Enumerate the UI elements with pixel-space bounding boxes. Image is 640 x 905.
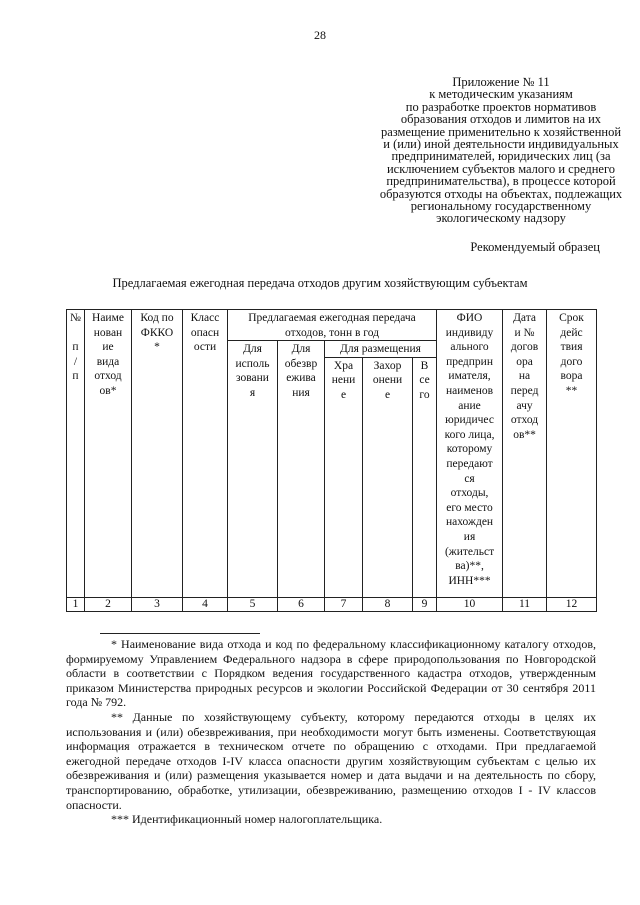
column-number: 12: [547, 597, 597, 611]
header-storage: Хра нени е: [325, 357, 363, 597]
sample-label: Рекомендуемый образец: [470, 240, 600, 254]
column-number: 2: [85, 597, 132, 611]
header-total: В се го: [413, 357, 437, 597]
column-number: 5: [228, 597, 278, 611]
column-number-row: [67, 597, 597, 611]
column-number: 11: [503, 597, 547, 611]
header-annual-transfer: Предлагаемая ежегодная передача отходов, тонн в год: [228, 310, 437, 341]
column-number: 7: [325, 597, 363, 611]
column-number: 3: [132, 597, 183, 611]
header-contract-term: Срок дейс твия дого вора **: [547, 310, 597, 598]
page-number: 28: [314, 28, 326, 42]
column-number: 9: [413, 597, 437, 611]
header-row-1: [67, 310, 597, 341]
footnote-divider: [100, 633, 260, 634]
header-fkko-code: Код по ФККО *: [132, 310, 183, 598]
table-title: Предлагаемая ежегодная передача отходов другим хозяйствующим субъектам: [112, 276, 528, 290]
header-contract-date: Дата и № догов ора на перед ачу отход ов**: [503, 310, 547, 598]
header-recipient: ФИО индивиду ального предприн имателя, наименов ание юридичес кого лица, которому передают ся отходы, его место нахожден ия (жительст ва)**, ИНН***: [437, 310, 503, 598]
column-number: 6: [278, 597, 325, 611]
header-waste-name: Наиме нован ие вида отход ов*: [85, 310, 132, 598]
footnote-3: *** Идентификационный номер налогоплательщика.: [111, 812, 383, 827]
column-number: 4: [183, 597, 228, 611]
column-number: 1: [67, 597, 85, 611]
header-burial: Захор онени е: [363, 357, 413, 597]
waste-transfer-table: [66, 309, 597, 612]
footnote-2: ** Данные по хозяйствующему субъекту, которому передаются отходы в целях их использования и (или) обезвреживания, при необходимости могут быть изменены. Соответствующая информация отражается в техническом отчете по обращению с отходами. При предлагаемой ежегодной передаче отходов I-IV класса опасности другим хозяйствующим субъектам с целью их обезвреживания и (или) размещения указывается номер и дата выдачи и на деятельность по сбору, транспортированию, обработке, утилизации, обезвреживанию, размещению отходов I - IV классов опасности.: [66, 709, 596, 812]
header-number: № п / п: [67, 310, 85, 598]
footnote-1: * Наименование вида отхода и код по федеральному классификационному каталогу отходов, формируемому Управлением Федерального надзора в сфере природопользования по Новгородской области в соответствии с Порядком ведения государственного кадастра отходов, утвержденным приказом Министерства природных ресурсов и экологии Российской Федерации от 30 сентября 2011 года № 792.: [66, 637, 596, 710]
appendix-heading: Приложение № 11 к методическим указаниям по разработке проектов нормативов образования отходов и лимитов на их размещение применительно к хозяйственной и (или) иной деятельности индивидуальных предпринимателей, юридических лиц (за исключением субъектов малого и среднего предпринимательства), в процессе которой образуются отходы на объектах, подлежащих региональному государственному экологическому надзору: [379, 75, 623, 226]
header-for-neutralization: Для обезвр ежива ния: [278, 341, 325, 598]
header-hazard-class: Класс опасн ости: [183, 310, 228, 598]
header-for-use: Для исполь зовани я: [228, 341, 278, 598]
footnotes: [66, 637, 596, 827]
column-number: 10: [437, 597, 503, 611]
column-number: 8: [363, 597, 413, 611]
header-for-placement: Для размещения: [325, 341, 437, 358]
